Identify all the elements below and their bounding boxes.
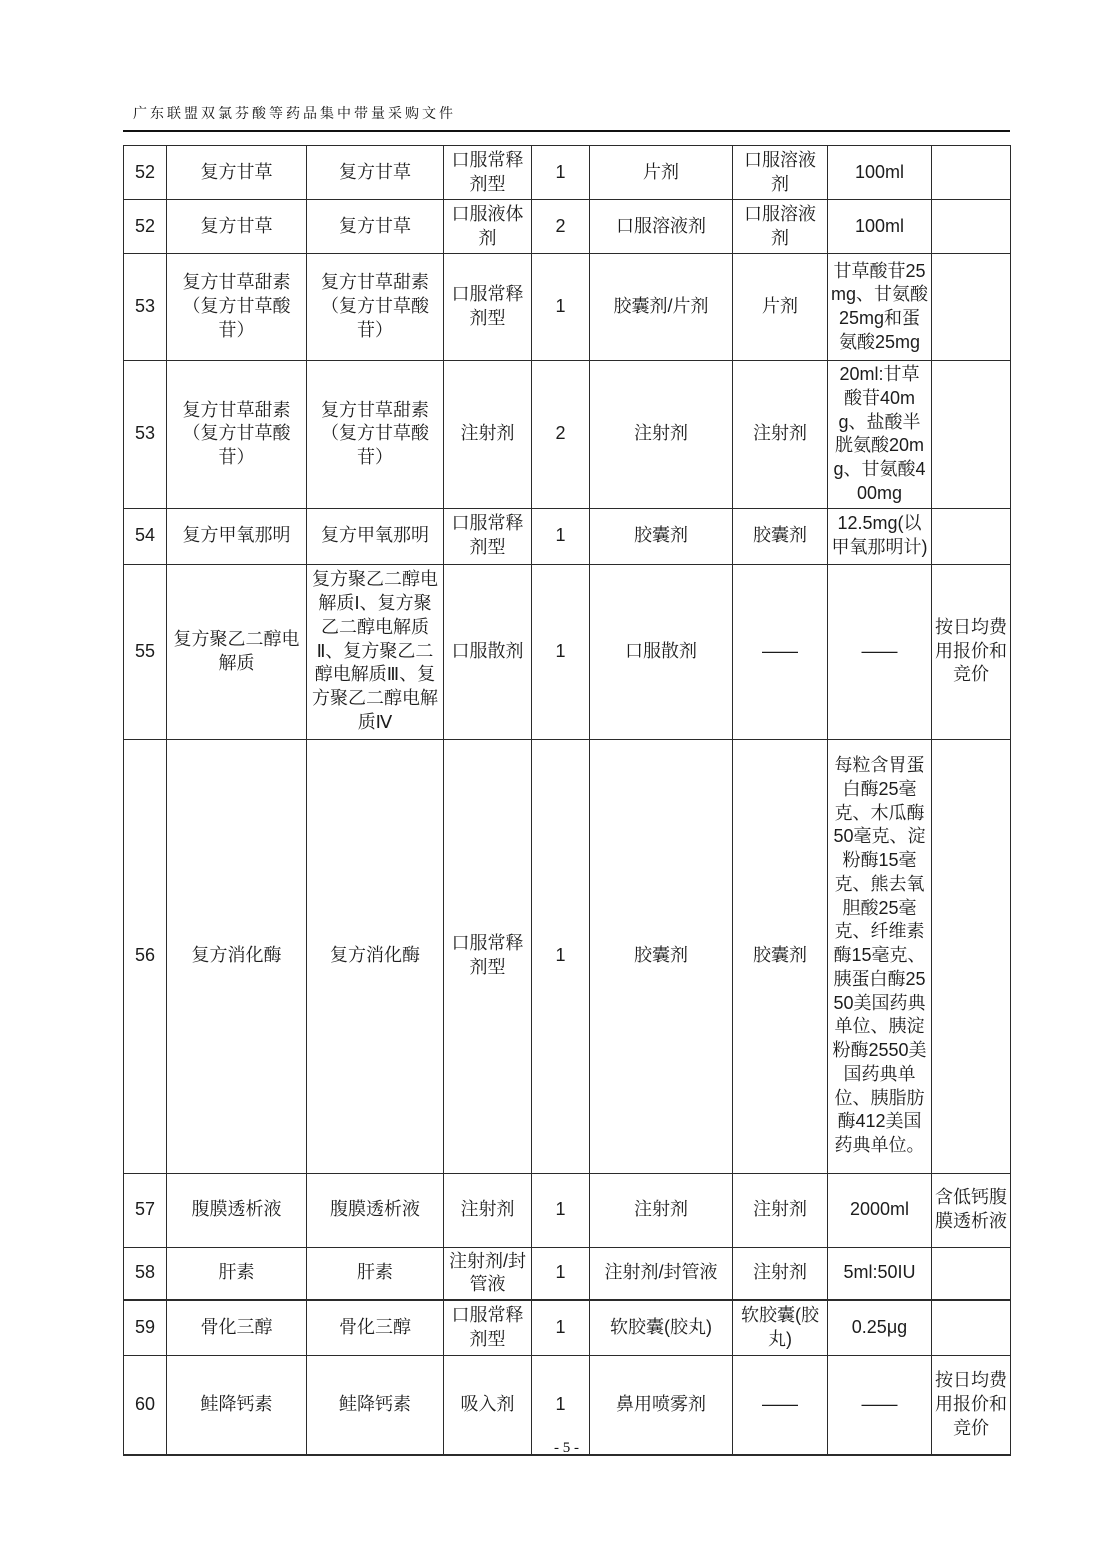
table-cell: 注射剂/封管液 xyxy=(590,1247,733,1300)
table-cell: 12.5mg(以甲氧那明计) xyxy=(828,508,932,564)
table-cell xyxy=(932,146,1011,200)
table-row xyxy=(124,361,1011,509)
table-cell: 注射剂 xyxy=(733,1247,828,1300)
table-cell: 甘草酸苷25mg、甘氨酸25mg和蛋氨酸25mg xyxy=(828,254,932,361)
table-cell: 吸入剂 xyxy=(444,1355,532,1455)
table-cell: 胶囊剂 xyxy=(733,508,828,564)
table-cell: 复方聚乙二醇电解质Ⅰ、复方聚乙二醇电解质Ⅱ、复方聚乙二醇电解质Ⅲ、复方聚乙二醇电解质Ⅳ xyxy=(307,564,444,739)
table-cell: 注射剂 xyxy=(590,1173,733,1247)
table-cell xyxy=(932,1300,1011,1355)
table-cell: 2 xyxy=(532,200,590,254)
table-cell: 注射剂 xyxy=(733,361,828,509)
table-cell: 5ml:50IU xyxy=(828,1247,932,1300)
table-cell xyxy=(932,254,1011,361)
table-row xyxy=(124,739,1011,1173)
table-cell: 53 xyxy=(124,254,167,361)
table-cell: 1 xyxy=(532,739,590,1173)
table-cell: 骨化三醇 xyxy=(307,1300,444,1355)
table-cell: 注射剂 xyxy=(444,1173,532,1247)
table-cell xyxy=(932,739,1011,1173)
table-cell: 1 xyxy=(532,1173,590,1247)
table-cell: 按日均费用报价和竞价 xyxy=(932,1355,1011,1455)
table-row xyxy=(124,1300,1011,1355)
drug-table-body xyxy=(124,146,1011,1456)
table-cell: 57 xyxy=(124,1173,167,1247)
table-cell: 1 xyxy=(532,508,590,564)
table-row xyxy=(124,1247,1011,1300)
table-cell: 1 xyxy=(532,564,590,739)
table-cell: 2 xyxy=(532,361,590,509)
table-cell: 肝素 xyxy=(167,1247,307,1300)
table-cell: 软胶囊(胶丸) xyxy=(733,1300,828,1355)
table-cell: 口服散剂 xyxy=(590,564,733,739)
table-cell: 54 xyxy=(124,508,167,564)
table-cell: —— xyxy=(828,1355,932,1455)
table-cell: 0.25μg xyxy=(828,1300,932,1355)
table-cell: 口服溶液剂 xyxy=(733,200,828,254)
table-cell: 复方甲氧那明 xyxy=(167,508,307,564)
table-cell: 1 xyxy=(532,1247,590,1300)
table-row xyxy=(124,508,1011,564)
table-cell xyxy=(932,508,1011,564)
table-cell: 口服常释剂型 xyxy=(444,254,532,361)
table-cell: 52 xyxy=(124,146,167,200)
table-cell: 胶囊剂 xyxy=(590,739,733,1173)
table-cell: 52 xyxy=(124,200,167,254)
table-cell: 复方甘草 xyxy=(167,200,307,254)
table-cell: 复方甘草 xyxy=(307,200,444,254)
table-cell: 片剂 xyxy=(590,146,733,200)
table-cell: 复方甲氧那明 xyxy=(307,508,444,564)
table-cell xyxy=(932,361,1011,509)
table-cell: 58 xyxy=(124,1247,167,1300)
table-cell: 复方消化酶 xyxy=(307,739,444,1173)
table-cell: 口服溶液剂 xyxy=(733,146,828,200)
table-cell: 复方甘草 xyxy=(307,146,444,200)
table-cell: 骨化三醇 xyxy=(167,1300,307,1355)
table-row xyxy=(124,564,1011,739)
table-row xyxy=(124,146,1011,200)
table-cell: 1 xyxy=(532,254,590,361)
table-cell: 55 xyxy=(124,564,167,739)
table-cell: 注射剂 xyxy=(733,1173,828,1247)
table-cell: 1 xyxy=(532,146,590,200)
document-header-title: 广东联盟双氯芬酸等药品集中带量采购文件 xyxy=(133,107,456,122)
table-cell: 复方甘草甜素（复方甘草酸苷） xyxy=(167,361,307,509)
table-cell: 53 xyxy=(124,361,167,509)
table-cell: 口服常释剂型 xyxy=(444,1300,532,1355)
table-cell: 口服散剂 xyxy=(444,564,532,739)
table-cell: 口服液体剂 xyxy=(444,200,532,254)
table-cell: 口服常释剂型 xyxy=(444,508,532,564)
table-cell: 56 xyxy=(124,739,167,1173)
table-cell: 鲑降钙素 xyxy=(307,1355,444,1455)
table-cell: 注射剂 xyxy=(590,361,733,509)
table-cell: 腹膜透析液 xyxy=(307,1173,444,1247)
table-cell: 含低钙腹膜透析液 xyxy=(932,1173,1011,1247)
table-cell: 1 xyxy=(532,1300,590,1355)
table-cell: 100ml xyxy=(828,200,932,254)
table-cell xyxy=(932,1247,1011,1300)
table-cell: 2000ml xyxy=(828,1173,932,1247)
table-row xyxy=(124,1173,1011,1247)
table-cell: 每粒含胃蛋白酶25毫克、木瓜酶50毫克、淀粉酶15毫克、熊去氧胆酸25毫克、纤维素酶15毫克、胰蛋白酶2550美国药典单位、胰淀粉酶2550美国药典单位、胰脂肪酶412美国药典单位。 xyxy=(828,739,932,1173)
table-cell: —— xyxy=(828,564,932,739)
table-cell: 软胶囊(胶丸) xyxy=(590,1300,733,1355)
table-cell xyxy=(932,200,1011,254)
table-cell: 片剂 xyxy=(733,254,828,361)
table-cell: 鼻用喷雾剂 xyxy=(590,1355,733,1455)
table-cell: 肝素 xyxy=(307,1247,444,1300)
header-rule xyxy=(123,130,1010,132)
table-cell: 胶囊剂 xyxy=(590,508,733,564)
drug-table xyxy=(123,145,1011,1456)
table-cell: 20ml:甘草酸苷40mg、盐酸半胱氨酸20mg、甘氨酸400mg xyxy=(828,361,932,509)
table-cell: —— xyxy=(733,564,828,739)
table-cell: 1 xyxy=(532,1355,590,1455)
table-cell: 复方聚乙二醇电解质 xyxy=(167,564,307,739)
table-cell: 口服溶液剂 xyxy=(590,200,733,254)
page-number: - 5 - xyxy=(554,1440,579,1456)
table-cell: 按日均费用报价和竞价 xyxy=(932,564,1011,739)
table-cell: 60 xyxy=(124,1355,167,1455)
table-cell: 复方甘草甜素（复方甘草酸苷） xyxy=(307,361,444,509)
table-cell: 胶囊剂/片剂 xyxy=(590,254,733,361)
table-cell: 鲑降钙素 xyxy=(167,1355,307,1455)
table-row xyxy=(124,254,1011,361)
table-row xyxy=(124,200,1011,254)
table-cell: 口服常释剂型 xyxy=(444,739,532,1173)
table-cell: —— xyxy=(733,1355,828,1455)
table-cell: 复方甘草甜素（复方甘草酸苷） xyxy=(167,254,307,361)
table-cell: 复方甘草 xyxy=(167,146,307,200)
table-cell: 59 xyxy=(124,1300,167,1355)
table-cell: 注射剂 xyxy=(444,361,532,509)
table-cell: 注射剂/封管液 xyxy=(444,1247,532,1300)
table-cell: 复方甘草甜素（复方甘草酸苷） xyxy=(307,254,444,361)
table-cell: 口服常释剂型 xyxy=(444,146,532,200)
table-cell: 腹膜透析液 xyxy=(167,1173,307,1247)
table-cell: 100ml xyxy=(828,146,932,200)
table-cell: 胶囊剂 xyxy=(733,739,828,1173)
table-cell: 复方消化酶 xyxy=(167,739,307,1173)
